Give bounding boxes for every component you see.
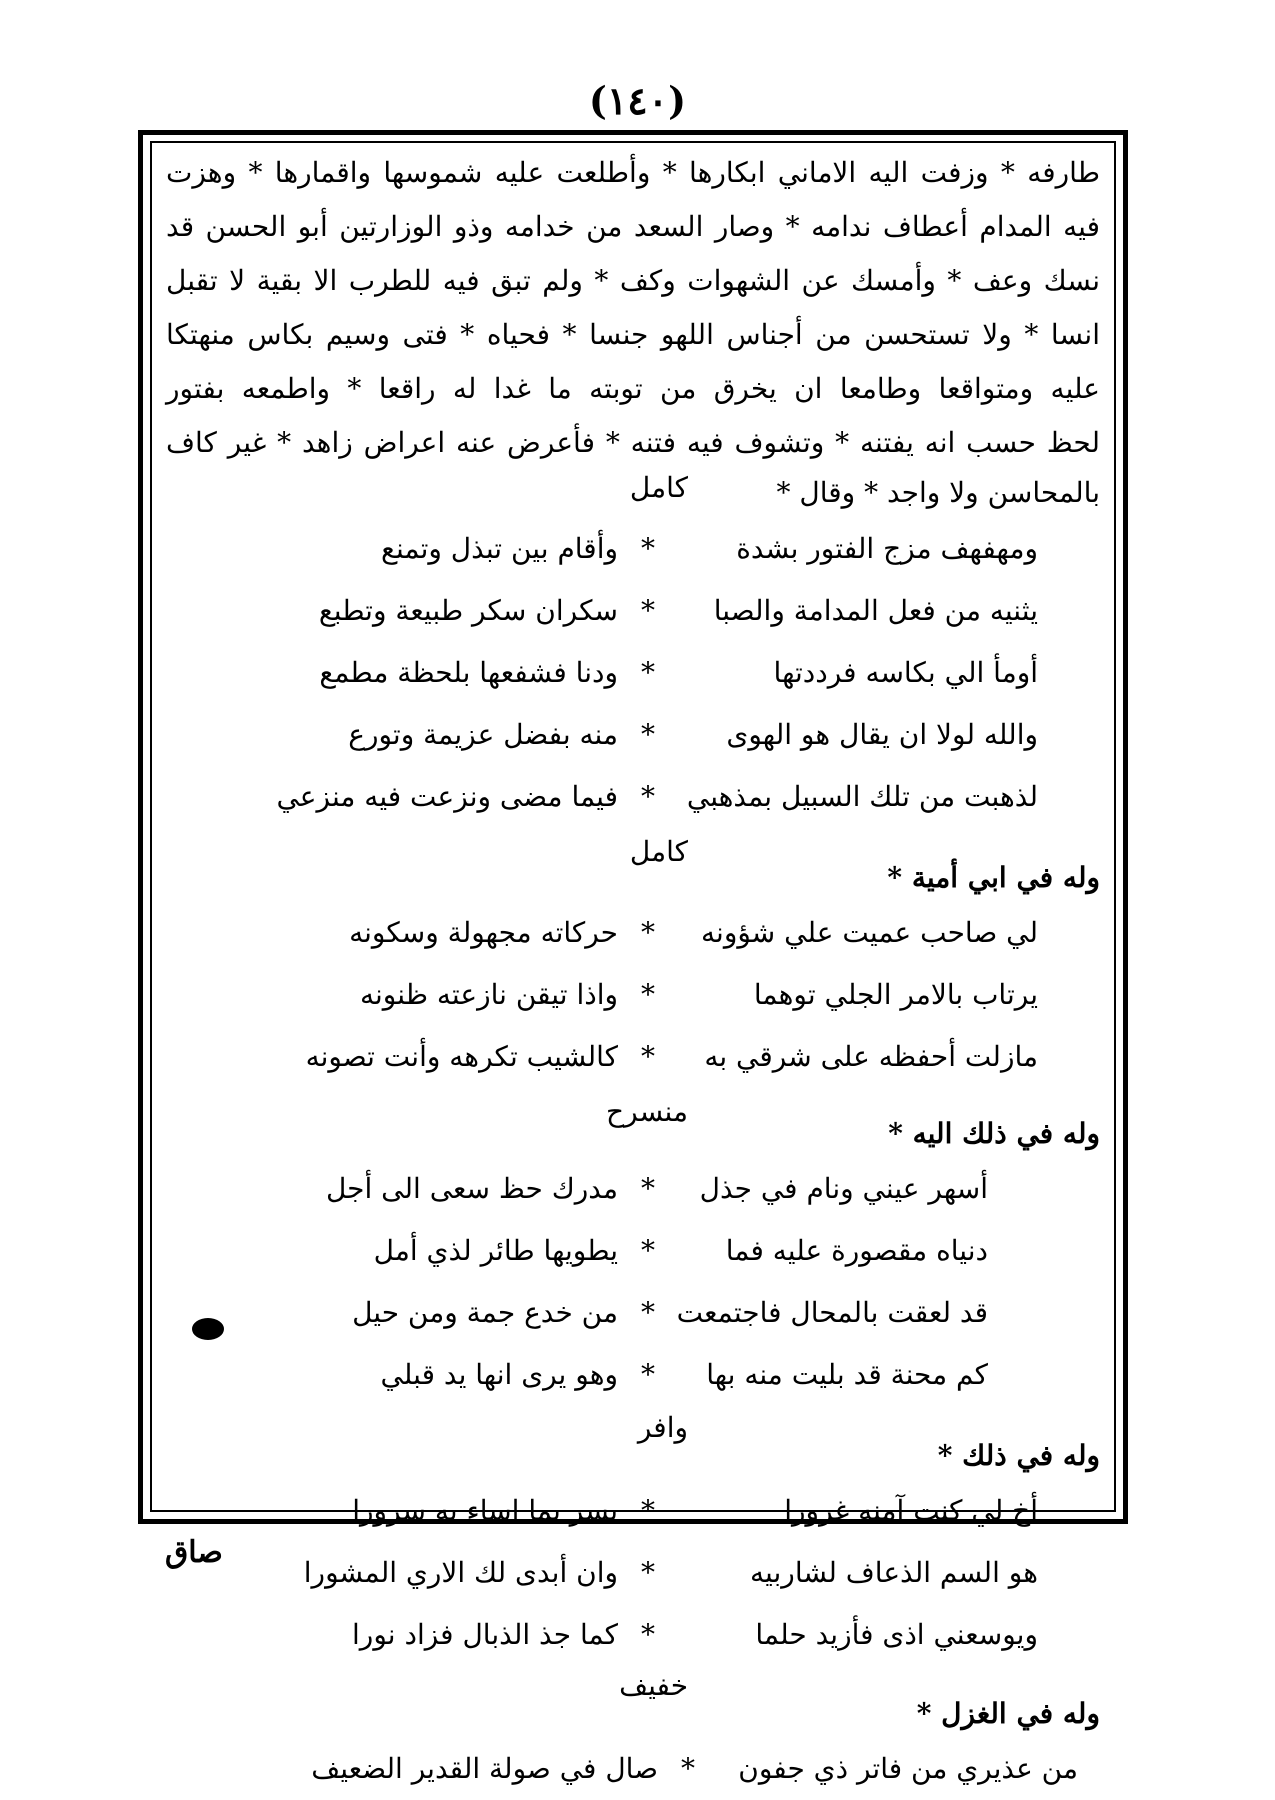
poem-heading: وله في ذلك * [937,1439,1100,1472]
separator-star: * [641,1358,655,1391]
ink-blot [192,1318,224,1340]
first-hemistich: يثنيه من فعل المدامة والصبا [713,594,1038,627]
meter-label: منسرح [606,1095,688,1128]
first-hemistich: أسهر عيني ونام في جذل [699,1172,988,1205]
verse [158,704,1108,766]
first-hemistich: قد لعقت بالمحال فاجتمعت [676,1296,988,1329]
separator-star: * [641,1234,655,1267]
meter-label: كامل [629,835,688,868]
first-hemistich: أخ لي كنت آمنه غرورا [784,1494,1038,1527]
first-hemistich: لي صاحب عميت علي شؤونه [701,916,1038,949]
verse [158,1158,1108,1220]
verse [158,766,1108,828]
meter-label: خفيف [619,1669,688,1702]
poem-heading: وله في الغزل * [916,1697,1100,1730]
first-hemistich: لذهبت من تلك السبيل بمذهبي [686,780,1038,813]
separator-star: * [641,780,655,813]
second-hemistich: يطويها طائر لذي أمل [373,1234,618,1267]
separator-star: * [641,656,655,689]
second-hemistich: كما جذ الذبال فزاد نورا [352,1618,618,1651]
separator-star: * [641,1556,655,1589]
separator-star: * [641,532,655,565]
verse [158,1344,1108,1406]
second-hemistich: وأقام بين تبذل وتمنع [381,532,618,565]
first-hemistich: من عذيري من فاتر ذي جفون [738,1752,1078,1785]
prose-line: فيه المدام أعطاف ندامه * وصار السعد من خدامه وذو الوزارتين أبو الحسن قد [166,210,1100,243]
poem-heading: وله في ذلك اليه * [888,1117,1100,1150]
prose-line: طارفه * وزفت اليه الاماني ابكارها * وأطلعت عليه شموسها واقمارها * وهزت [166,156,1100,189]
separator-star: * [641,718,655,751]
separator-star: * [641,978,655,1011]
separator-star: * [641,594,655,627]
first-hemistich: يرتاب بالامر الجلي توهما [753,978,1038,1011]
second-hemistich: ودنا فشفعها بلحظة مطمع [319,656,618,689]
verse [158,964,1108,1026]
verse [158,1220,1108,1282]
separator-star: * [681,1752,695,1785]
prose-line: بالمحاسن ولا واجد * وقال * [776,476,1100,509]
verse [158,902,1108,964]
verse [158,1604,1108,1666]
verse [158,1542,1108,1604]
prose-line: عليه ومتواقعا وطامعا ان يخرق من توبته ما غدا له راقعا * واطمعه بفتور [166,372,1100,405]
poem [158,1738,1108,1800]
first-hemistich: أومأ الي بكاسه فرددتها [773,656,1038,689]
separator-star: * [641,1040,655,1073]
verse [158,1026,1108,1088]
second-hemistich: سكران سكر طبيعة وتطبع [318,594,618,627]
second-hemistich: منه بفضل عزيمة وتورع [348,718,618,751]
first-hemistich: والله لولا ان يقال هو الهوى [726,718,1038,751]
verse [158,1480,1108,1542]
second-hemistich: يسر بما اساء به سرورا [352,1494,618,1527]
second-hemistich: حركاته مجهولة وسكونه [349,916,618,949]
first-hemistich: كم محنة قد بليت منه بها [706,1358,988,1391]
separator-star: * [641,1296,655,1329]
verse [158,1282,1108,1344]
meter-label: وافر [637,1411,688,1444]
first-hemistich: ويوسعني اذى فأزيد حلما [755,1618,1038,1651]
verse [158,580,1108,642]
separator-star: * [641,1494,655,1527]
second-hemistich: كالشيب تكرهه وأنت تصونه [305,1040,618,1073]
separator-star: * [641,1172,655,1205]
second-hemistich: وان أبدى لك الاري المشورا [303,1556,618,1589]
verse [158,518,1108,580]
catchword: صاق [165,1535,223,1570]
poem [158,1480,1108,1666]
page-number: (١٤٠) [588,78,687,123]
first-hemistich: هو السم الذعاف لشاربيه [750,1556,1038,1589]
first-hemistich: دنياه مقصورة عليه فما [725,1234,988,1267]
second-hemistich: فيما مضى ونزعت فيه منزعي [276,780,618,813]
first-hemistich: ومهفهف مزج الفتور بشدة [736,532,1038,565]
second-hemistich: من خدع جمة ومن حيل [352,1296,618,1329]
prose-paragraph [158,146,1108,516]
second-hemistich: صال في صولة القدير الضعيف [311,1752,658,1785]
prose-line: انسا * ولا تستحسن من أجناس اللهو جنسا * فحياه * فتى وسيم بكاس منهتكا [166,318,1101,351]
verse [158,1738,1148,1800]
poem [158,518,1108,828]
prose-line: لحظ حسب انه يفتنه * وتشوف فيه فتنه * فأعرض عنه اعراض زاهد * غير كاف [166,426,1100,459]
prose-line: نسك وعف * وأمسك عن الشهوات وكف * ولم تبق فيه للطرب الا بقية لا تقبل [166,264,1100,297]
separator-star: * [641,916,655,949]
second-hemistich: وهو يرى انها يد قبلي [380,1358,618,1391]
verse [158,642,1108,704]
second-hemistich: واذا تيقن نازعته ظنونه [360,978,618,1011]
second-hemistich: مدرك حظ سعى الى أجل [325,1172,618,1205]
poem-heading: وله في ابي أمية * [887,861,1100,894]
poem [158,1158,1108,1406]
poem [158,902,1108,1088]
separator-star: * [641,1618,655,1651]
meter-label: كامل [629,471,688,504]
first-hemistich: مازلت أحفظه على شرقي به [704,1040,1038,1073]
